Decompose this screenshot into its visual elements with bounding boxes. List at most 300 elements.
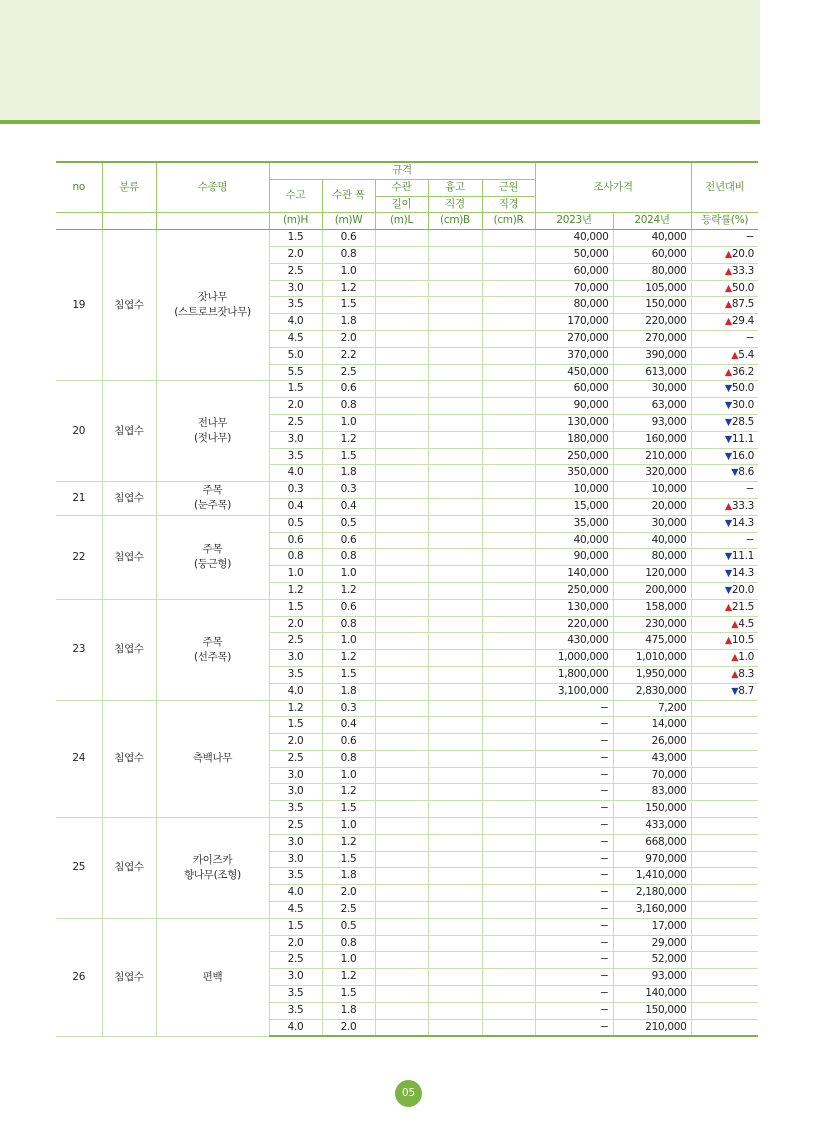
price-2024-cell: 30,000 <box>613 515 691 532</box>
up-triangle-icon: ▲ <box>724 248 732 260</box>
root-cell <box>482 969 535 986</box>
col-price: 조사가격 <box>535 162 691 213</box>
root-cell <box>482 280 535 297</box>
price-2024-cell: 1,950,000 <box>613 666 691 683</box>
width-cell: 0.8 <box>322 549 375 566</box>
width-cell: 0.8 <box>322 750 375 767</box>
unit-height: (m)H <box>269 213 322 230</box>
change-rate-cell <box>691 902 758 919</box>
change-rate-cell <box>691 1002 758 1019</box>
species-name-cell <box>156 482 269 516</box>
chest-cell <box>428 297 482 314</box>
chest-cell <box>428 683 482 700</box>
price-2023-cell: − <box>535 868 613 885</box>
price-2023-cell: 40,000 <box>535 532 613 549</box>
change-rate-value: − <box>745 483 755 496</box>
price-2024-cell: 3,160,000 <box>613 902 691 919</box>
change-rate-cell <box>691 700 758 717</box>
width-cell: 1.2 <box>322 969 375 986</box>
width-cell: 1.0 <box>322 633 375 650</box>
height-cell: 2.0 <box>269 246 322 263</box>
col-category: 분류 <box>102 162 156 213</box>
root-cell <box>482 834 535 851</box>
width-cell: 0.3 <box>322 482 375 499</box>
change-rate-cell <box>691 582 758 599</box>
root-cell <box>482 347 535 364</box>
change-rate-value: 8.7 <box>738 684 755 697</box>
price-2024-cell: 2,180,000 <box>613 885 691 902</box>
root-cell <box>482 902 535 919</box>
row-number: 20 <box>56 381 102 482</box>
height-cell: 3.5 <box>269 986 322 1003</box>
chest-cell <box>428 801 482 818</box>
length-cell <box>375 750 428 767</box>
change-rate-cell <box>691 549 758 566</box>
change-rate-cell <box>691 263 758 280</box>
price-2023-cell: − <box>535 818 613 835</box>
col-chest-line2: 직경 <box>428 196 482 213</box>
chest-cell <box>428 314 482 331</box>
root-cell <box>482 1019 535 1036</box>
height-cell: 0.5 <box>269 515 322 532</box>
price-2023-cell: − <box>535 767 613 784</box>
species-name-cell <box>156 918 269 1036</box>
height-cell: 1.5 <box>269 918 322 935</box>
height-cell: 0.6 <box>269 532 322 549</box>
species-name-cell <box>156 599 269 700</box>
chest-cell <box>428 734 482 751</box>
price-2023-cell: − <box>535 717 613 734</box>
species-name-line: (눈주목) <box>193 499 232 512</box>
price-2024-cell: 2,830,000 <box>613 683 691 700</box>
width-cell: 1.8 <box>322 868 375 885</box>
down-triangle-icon: ▼ <box>731 685 739 697</box>
up-triangle-icon: ▲ <box>724 265 732 277</box>
length-cell <box>375 767 428 784</box>
root-cell <box>482 784 535 801</box>
width-cell: 2.2 <box>322 347 375 364</box>
length-cell <box>375 431 428 448</box>
change-rate-cell <box>691 599 758 616</box>
price-2023-cell: 50,000 <box>535 246 613 263</box>
col-height: 수고 <box>269 179 322 213</box>
chest-cell <box>428 246 482 263</box>
price-2023-cell: 170,000 <box>535 314 613 331</box>
length-cell <box>375 1002 428 1019</box>
change-rate-cell <box>691 616 758 633</box>
category-cell: 침엽수 <box>102 918 156 1036</box>
price-2024-cell: 200,000 <box>613 582 691 599</box>
height-cell: 4.0 <box>269 465 322 482</box>
change-rate-value: 36.2 <box>731 365 755 378</box>
height-cell: 2.5 <box>269 263 322 280</box>
price-2024-cell: 210,000 <box>613 1019 691 1036</box>
header-rule <box>0 120 760 124</box>
change-rate-value: 8.6 <box>738 466 755 479</box>
chest-cell <box>428 935 482 952</box>
chest-cell <box>428 700 482 717</box>
height-cell: 1.2 <box>269 700 322 717</box>
category-cell: 침엽수 <box>102 599 156 700</box>
length-cell <box>375 297 428 314</box>
species-name-line: 주목 <box>202 543 223 556</box>
change-rate-value: 20.0 <box>731 583 755 596</box>
category-cell: 침엽수 <box>102 230 156 381</box>
height-cell: 4.0 <box>269 885 322 902</box>
category-cell: 침엽수 <box>102 818 156 919</box>
table-row <box>56 482 758 499</box>
price-2024-cell: 80,000 <box>613 263 691 280</box>
chest-cell <box>428 784 482 801</box>
width-cell: 0.6 <box>322 599 375 616</box>
up-triangle-icon: ▲ <box>724 316 732 328</box>
down-triangle-icon: ▼ <box>724 383 732 395</box>
length-cell <box>375 230 428 247</box>
length-cell <box>375 498 428 515</box>
chest-cell <box>428 851 482 868</box>
height-cell: 1.5 <box>269 381 322 398</box>
col-length-line1: 수관 <box>375 179 428 196</box>
down-triangle-icon: ▼ <box>724 517 732 529</box>
price-2023-cell: 1,800,000 <box>535 666 613 683</box>
height-cell: 3.5 <box>269 868 322 885</box>
species-name-line: 편백 <box>202 970 223 983</box>
height-cell: 1.5 <box>269 230 322 247</box>
up-triangle-icon: ▲ <box>724 500 732 512</box>
price-2024-cell: 1,010,000 <box>613 650 691 667</box>
price-2023-cell: 35,000 <box>535 515 613 532</box>
price-2023-cell: − <box>535 784 613 801</box>
change-rate-cell <box>691 330 758 347</box>
height-cell: 3.0 <box>269 650 322 667</box>
price-2024-cell: 29,000 <box>613 935 691 952</box>
species-name-line: 주목 <box>202 635 223 648</box>
length-cell <box>375 633 428 650</box>
price-2023-cell: 370,000 <box>535 347 613 364</box>
price-2023-cell: − <box>535 952 613 969</box>
change-rate-cell <box>691 834 758 851</box>
root-cell <box>482 851 535 868</box>
up-triangle-icon: ▲ <box>731 668 739 680</box>
height-cell: 1.2 <box>269 582 322 599</box>
price-2023-cell: − <box>535 885 613 902</box>
height-cell: 3.5 <box>269 801 322 818</box>
price-2023-cell: 15,000 <box>535 498 613 515</box>
length-cell <box>375 952 428 969</box>
change-rate-cell <box>691 1019 758 1036</box>
root-cell <box>482 498 535 515</box>
height-cell: 3.0 <box>269 969 322 986</box>
table-body <box>56 230 758 1037</box>
width-cell: 1.5 <box>322 297 375 314</box>
chest-cell <box>428 549 482 566</box>
length-cell <box>375 666 428 683</box>
length-cell <box>375 734 428 751</box>
price-2024-cell: 1,410,000 <box>613 868 691 885</box>
price-2024-cell: 7,200 <box>613 700 691 717</box>
chest-cell <box>428 650 482 667</box>
root-cell <box>482 330 535 347</box>
price-2023-cell: − <box>535 902 613 919</box>
price-2024-cell: 93,000 <box>613 969 691 986</box>
root-cell <box>482 566 535 583</box>
chest-cell <box>428 582 482 599</box>
price-2023-cell: 70,000 <box>535 280 613 297</box>
length-cell <box>375 532 428 549</box>
height-cell: 3.5 <box>269 297 322 314</box>
change-rate-cell <box>691 431 758 448</box>
change-rate-cell <box>691 532 758 549</box>
rate-header: 등락률(%) <box>691 213 758 230</box>
height-cell: 4.0 <box>269 1019 322 1036</box>
root-cell <box>482 364 535 381</box>
price-2024-cell: 390,000 <box>613 347 691 364</box>
up-triangle-icon: ▲ <box>724 601 732 613</box>
root-cell <box>482 986 535 1003</box>
width-cell: 1.0 <box>322 767 375 784</box>
col-species: 수종명 <box>156 162 269 213</box>
row-number: 19 <box>56 230 102 381</box>
height-cell: 3.0 <box>269 431 322 448</box>
price-2023-cell: − <box>535 969 613 986</box>
change-rate-cell <box>691 784 758 801</box>
price-2024-cell: 52,000 <box>613 952 691 969</box>
species-name-line: (젓나무) <box>193 432 232 445</box>
width-cell: 1.2 <box>322 280 375 297</box>
category-cell: 침엽수 <box>102 482 156 516</box>
price-2023-cell: − <box>535 750 613 767</box>
change-rate-cell <box>691 515 758 532</box>
species-name-line: 잣나무 <box>197 291 228 304</box>
root-cell <box>482 717 535 734</box>
width-cell: 1.5 <box>322 448 375 465</box>
price-2024-cell: 43,000 <box>613 750 691 767</box>
species-name-cell <box>156 700 269 818</box>
year-2023: 2023년 <box>535 213 613 230</box>
table-row <box>56 700 758 717</box>
root-cell <box>482 381 535 398</box>
price-2024-cell: 83,000 <box>613 784 691 801</box>
row-number: 24 <box>56 700 102 818</box>
width-cell: 1.0 <box>322 818 375 835</box>
change-rate-cell <box>691 280 758 297</box>
price-2024-cell: 26,000 <box>613 734 691 751</box>
change-rate-cell <box>691 381 758 398</box>
height-cell: 3.0 <box>269 767 322 784</box>
chest-cell <box>428 566 482 583</box>
width-cell: 0.6 <box>322 230 375 247</box>
price-2024-cell: 270,000 <box>613 330 691 347</box>
price-2024-cell: 120,000 <box>613 566 691 583</box>
category-cell: 침엽수 <box>102 381 156 482</box>
change-rate-value: 11.1 <box>731 550 755 563</box>
up-triangle-icon: ▲ <box>731 652 739 664</box>
length-cell <box>375 683 428 700</box>
change-rate-cell <box>691 767 758 784</box>
price-2023-cell: 40,000 <box>535 230 613 247</box>
up-triangle-icon: ▲ <box>724 366 732 378</box>
length-cell <box>375 885 428 902</box>
row-number: 22 <box>56 515 102 599</box>
root-cell <box>482 935 535 952</box>
up-triangle-icon: ▲ <box>724 635 732 647</box>
length-cell <box>375 280 428 297</box>
row-number: 25 <box>56 818 102 919</box>
width-cell: 2.5 <box>322 364 375 381</box>
price-2023-cell: − <box>535 834 613 851</box>
chest-cell <box>428 599 482 616</box>
width-cell: 2.0 <box>322 330 375 347</box>
change-rate-value: 4.5 <box>738 617 755 630</box>
chest-cell <box>428 969 482 986</box>
width-cell: 1.5 <box>322 986 375 1003</box>
width-cell: 1.8 <box>322 314 375 331</box>
root-cell <box>482 532 535 549</box>
table-row <box>56 918 758 935</box>
width-cell: 0.6 <box>322 381 375 398</box>
length-cell <box>375 599 428 616</box>
change-rate-value: 16.0 <box>731 449 755 462</box>
category-cell: 침엽수 <box>102 515 156 599</box>
change-rate-value: − <box>745 331 755 344</box>
width-cell: 0.3 <box>322 700 375 717</box>
change-rate-cell <box>691 683 758 700</box>
price-2024-cell: 230,000 <box>613 616 691 633</box>
col-width: 수관 폭 <box>322 179 375 213</box>
price-2024-cell: 20,000 <box>613 498 691 515</box>
down-triangle-icon: ▼ <box>724 568 732 580</box>
length-cell <box>375 246 428 263</box>
change-rate-value: 33.3 <box>731 264 755 277</box>
change-rate-cell <box>691 246 758 263</box>
year-2024: 2024년 <box>613 213 691 230</box>
down-triangle-icon: ▼ <box>724 584 732 596</box>
up-triangle-icon: ▲ <box>724 282 732 294</box>
unit-root: (cm)R <box>482 213 535 230</box>
change-rate-cell <box>691 482 758 499</box>
height-cell: 2.5 <box>269 818 322 835</box>
price-2023-cell: 130,000 <box>535 414 613 431</box>
chest-cell <box>428 448 482 465</box>
price-2024-cell: 160,000 <box>613 431 691 448</box>
width-cell: 1.8 <box>322 1002 375 1019</box>
root-cell <box>482 734 535 751</box>
root-cell <box>482 599 535 616</box>
unit-blank-no <box>56 213 102 230</box>
root-cell <box>482 314 535 331</box>
width-cell: 0.6 <box>322 734 375 751</box>
length-cell <box>375 851 428 868</box>
chest-cell <box>428 868 482 885</box>
change-rate-cell <box>691 230 758 247</box>
chest-cell <box>428 364 482 381</box>
change-rate-cell <box>691 952 758 969</box>
chest-cell <box>428 347 482 364</box>
change-rate-value: 14.3 <box>731 567 755 580</box>
length-cell <box>375 868 428 885</box>
chest-cell <box>428 515 482 532</box>
width-cell: 1.2 <box>322 784 375 801</box>
table-row <box>56 515 758 532</box>
height-cell: 5.0 <box>269 347 322 364</box>
height-cell: 3.5 <box>269 448 322 465</box>
width-cell: 1.2 <box>322 431 375 448</box>
change-rate-cell <box>691 297 758 314</box>
price-table <box>56 161 758 1037</box>
table-row <box>56 818 758 835</box>
species-name-cell <box>156 818 269 919</box>
price-2024-cell: 320,000 <box>613 465 691 482</box>
height-cell: 2.5 <box>269 414 322 431</box>
root-cell <box>482 398 535 415</box>
change-rate-cell <box>691 633 758 650</box>
change-rate-cell <box>691 398 758 415</box>
length-cell <box>375 801 428 818</box>
change-rate-cell <box>691 465 758 482</box>
price-2023-cell: − <box>535 935 613 952</box>
chest-cell <box>428 330 482 347</box>
species-name-line: 측백나무 <box>192 752 233 765</box>
root-cell <box>482 246 535 263</box>
chest-cell <box>428 431 482 448</box>
table-row <box>56 381 758 398</box>
change-rate-cell <box>691 498 758 515</box>
table-header <box>56 162 758 230</box>
width-cell: 1.2 <box>322 582 375 599</box>
table-row <box>56 230 758 247</box>
change-rate-cell <box>691 750 758 767</box>
chest-cell <box>428 750 482 767</box>
root-cell <box>482 448 535 465</box>
length-cell <box>375 465 428 482</box>
unit-blank-species <box>156 213 269 230</box>
height-cell: 3.5 <box>269 1002 322 1019</box>
change-rate-cell <box>691 414 758 431</box>
change-rate-cell <box>691 364 758 381</box>
price-2023-cell: 250,000 <box>535 582 613 599</box>
category-cell: 침엽수 <box>102 700 156 818</box>
price-2023-cell: − <box>535 918 613 935</box>
price-2024-cell: 30,000 <box>613 381 691 398</box>
price-2023-cell: − <box>535 1019 613 1036</box>
species-name-line: (선주목) <box>193 650 232 663</box>
up-triangle-icon: ▲ <box>731 618 739 630</box>
unit-length: (m)L <box>375 213 428 230</box>
chest-cell <box>428 532 482 549</box>
up-triangle-icon: ▲ <box>731 349 739 361</box>
length-cell <box>375 314 428 331</box>
col-length-line2: 길이 <box>375 196 428 213</box>
change-rate-value: 10.5 <box>731 634 755 647</box>
change-rate-cell <box>691 868 758 885</box>
height-cell: 2.0 <box>269 398 322 415</box>
length-cell <box>375 902 428 919</box>
length-cell <box>375 935 428 952</box>
width-cell: 1.0 <box>322 414 375 431</box>
price-2023-cell: 250,000 <box>535 448 613 465</box>
height-cell: 2.0 <box>269 935 322 952</box>
change-rate-cell <box>691 666 758 683</box>
price-2023-cell: 90,000 <box>535 549 613 566</box>
change-rate-cell <box>691 935 758 952</box>
price-2024-cell: 80,000 <box>613 549 691 566</box>
price-2024-cell: 150,000 <box>613 801 691 818</box>
root-cell <box>482 801 535 818</box>
width-cell: 0.5 <box>322 918 375 935</box>
species-name-cell <box>156 381 269 482</box>
length-cell <box>375 717 428 734</box>
chest-cell <box>428 767 482 784</box>
